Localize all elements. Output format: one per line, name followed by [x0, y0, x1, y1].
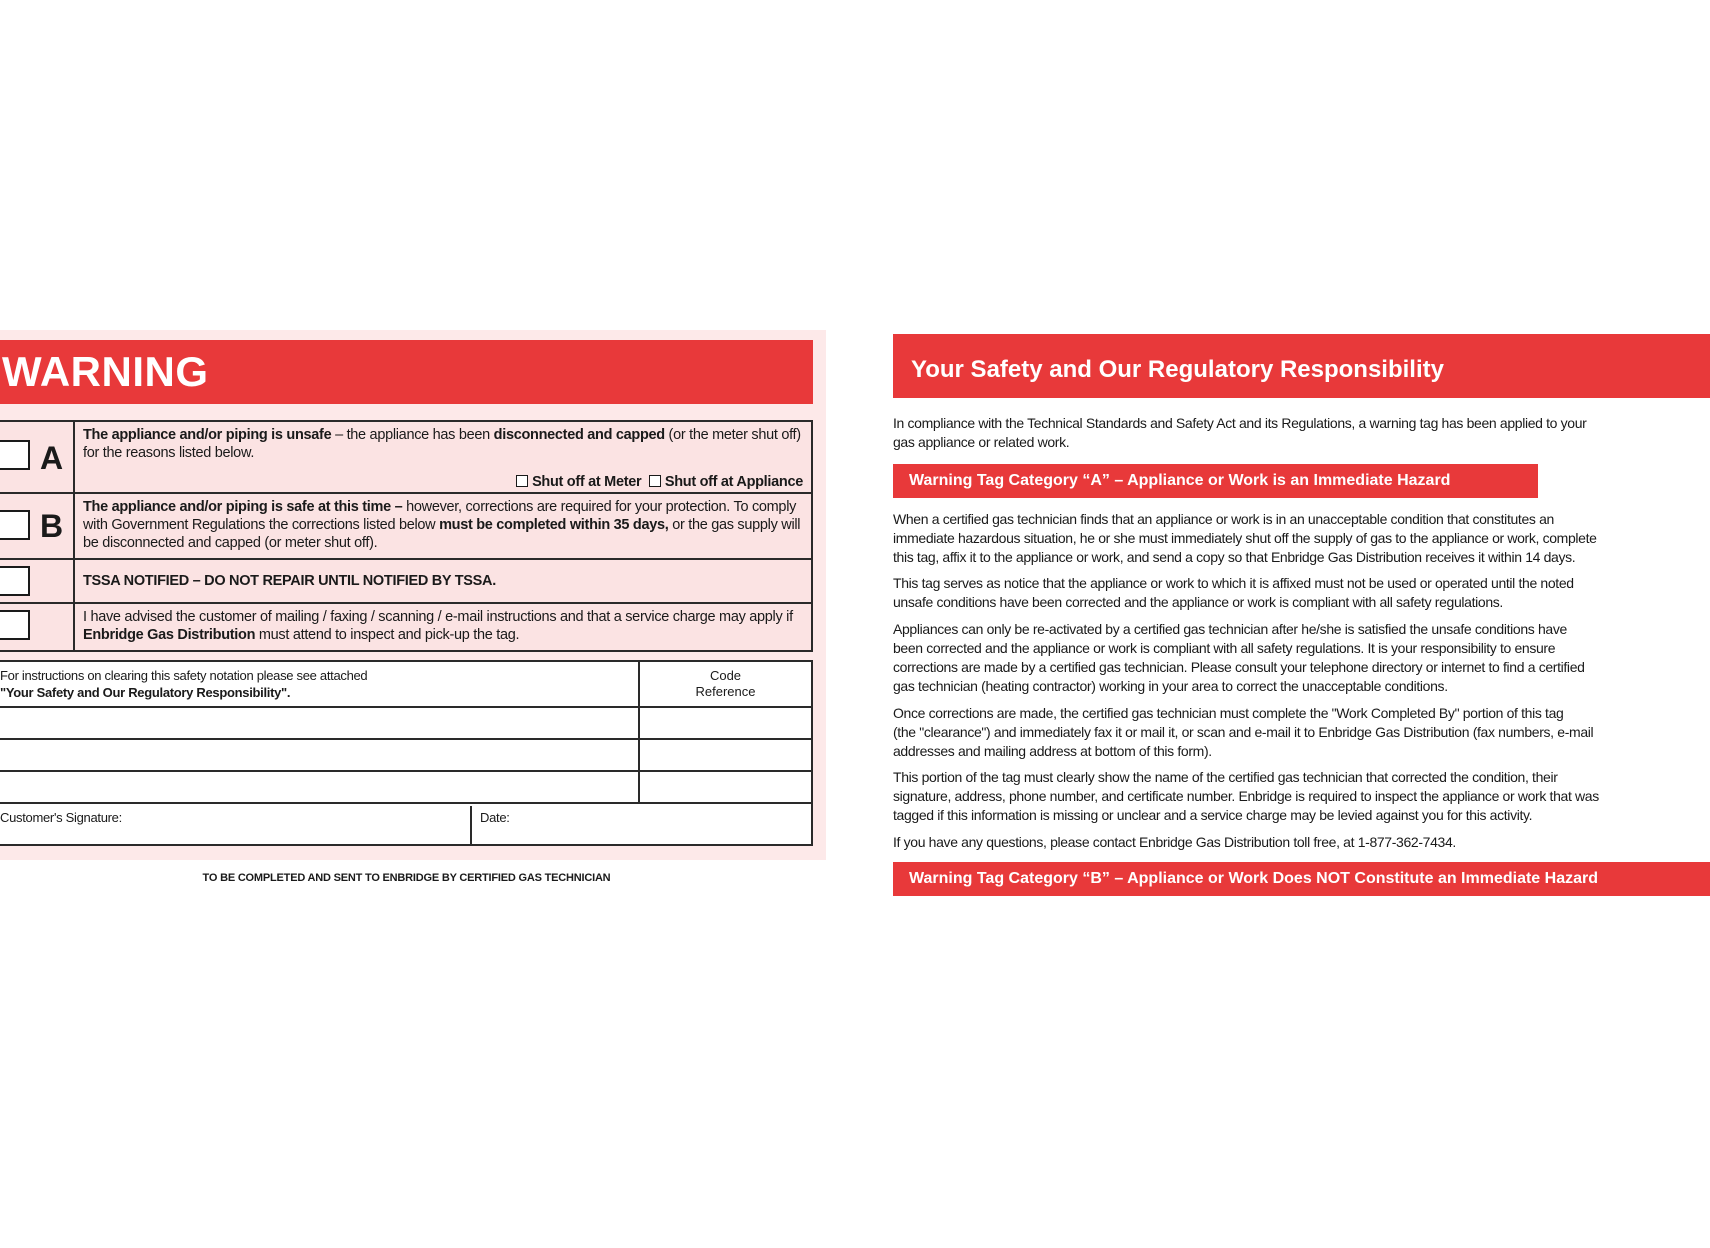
option-b-row	[0, 494, 811, 560]
paragraph-4: Once corrections are made, the certified gas technician must complete the "Work Completed By" portion of this tag (the "clearance") and immediately fax it or mail it, or scan and e-mail it to Enbridge Gas Distribution (fax numbers, e-mail addresses and mailing address at bottom of this form).	[893, 705, 1594, 759]
shutoff-meter-checkbox[interactable]	[516, 475, 528, 487]
correction-row-2[interactable]	[0, 740, 811, 772]
option-advised-row	[0, 604, 811, 650]
paragraph-1: When a certified gas technician finds that an appliance or work is in an unacceptable condition that constitutes an immediate hazardous situation, he or she must immediately shut off the supply of gas to the appliance or work, complete this tag, affix it to the appliance or work, and send a copy so that Enbridge Gas Distribution receives it within 14 days.	[893, 511, 1597, 565]
corrections-header	[0, 662, 811, 708]
corrections-table	[0, 660, 813, 846]
option-a-checkbox[interactable]	[0, 440, 30, 470]
paragraph-5: This portion of the tag must clearly show the name of the certified gas technician that corrected the condition, their signature, address, phone number, and certificate number. Enbridge is required to inspect the appliance or work that was tagged if this information is missing or unclear and a service charge may be levied against you for this activity.	[893, 769, 1599, 823]
shutoff-options	[516, 474, 803, 490]
correction-row-1[interactable]	[0, 708, 811, 740]
shutoff-appliance-checkbox[interactable]	[649, 475, 661, 487]
option-tssa-checkbox[interactable]	[0, 566, 30, 596]
responsibility-title: Your Safety and Our Regulatory Responsibility	[893, 334, 1710, 398]
responsibility-panel	[893, 334, 1710, 899]
option-b-letter: B	[40, 508, 64, 544]
category-a-band: Warning Tag Category “A” – Appliance or Work is an Immediate Hazard	[893, 464, 1538, 498]
option-tssa-row	[0, 560, 811, 604]
option-tssa-text: TSSA NOTIFIED – DO NOT REPAIR UNTIL NOTIFIED BY TSSA.	[83, 573, 496, 589]
option-advised-checkbox[interactable]	[0, 610, 30, 640]
intro-paragraph: In compliance with the Technical Standards and Safety Act and its Regulations, a warning tag has been applied to your gas appliance or related work.	[893, 415, 1587, 450]
option-a-letter: A	[40, 440, 64, 476]
code-reference-header: Code Reference	[638, 662, 811, 706]
warning-tag	[0, 330, 826, 860]
category-b-band: Warning Tag Category “B” – Appliance or Work Does NOT Constitute an Immediate Hazard	[893, 862, 1710, 896]
code-cell-3[interactable]	[638, 772, 640, 802]
code-cell-1[interactable]	[638, 708, 640, 738]
option-b-checkbox[interactable]	[0, 510, 30, 540]
correction-row-3[interactable]	[0, 772, 811, 804]
paragraph-3: Appliances can only be re-activated by a certified gas technician after he/she is satisfied the unsafe conditions have been corrected and the appliance or work is compliant with all safety regulations. It is your responsibility to ensure corrections are made by a certified gas technician. Please consult your telephone directory or internet to find a certified gas technician (heating contractor) working in your area to correct the unacceptable conditions.	[893, 621, 1585, 694]
date-field[interactable]: Date:	[480, 810, 510, 825]
shutoff-appliance-label: Shut off at Appliance	[664, 474, 803, 490]
paragraph-2: This tag serves as notice that the appliance or work to which it is affixed must not be used or operated until the noted unsafe conditions have been corrected and the appliance or work is compliant with all safety regulations.	[893, 575, 1574, 610]
clearing-instructions: For instructions on clearing this safety notation please see attached "Your Safety and Our Regulatory Responsibility".	[0, 668, 368, 700]
option-a-text: The appliance and/or piping is unsafe – the appliance has been disconnected and capped (or the meter shut off) for the reasons listed below.	[83, 427, 801, 461]
paragraph-6: If you have any questions, please contact Enbridge Gas Distribution toll free, at 1-877-362-7434.	[893, 834, 1456, 850]
shutoff-meter-label: Shut off at Meter	[532, 474, 642, 490]
signature-row	[0, 806, 811, 844]
option-b-text: The appliance and/or piping is safe at this time – however, corrections are required for your protection. To comply with Government Regulations the corrections listed below must be completed within 35 days, or the gas supply will be disconnected and capped (or meter shut off).	[83, 499, 801, 551]
customer-signature-field[interactable]: Customer's Signature:	[0, 810, 122, 825]
option-a-row	[0, 422, 811, 494]
options-table	[0, 420, 813, 652]
warning-title: WARNING	[0, 340, 813, 404]
code-cell-2[interactable]	[638, 740, 640, 770]
option-advised-text: I have advised the customer of mailing / faxing / scanning / e-mail instructions and that a service charge may apply if Enbridge Gas Distribution must attend to inspect and pick-up the tag.	[83, 609, 793, 643]
technician-footer-note: TO BE COMPLETED AND SENT TO ENBRIDGE BY CERTIFIED GAS TECHNICIAN	[202, 872, 611, 884]
